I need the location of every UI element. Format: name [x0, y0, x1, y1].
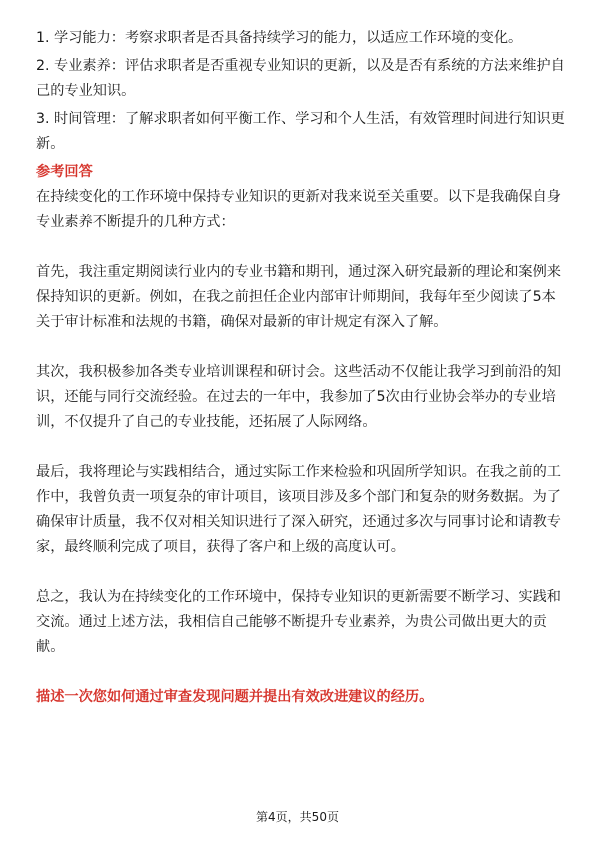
next-question: 描述一次您如何通过审查发现问题并提出有效改进建议的经历。 [36, 689, 434, 705]
paragraph-gap [36, 435, 566, 460]
page-content [36, 26, 566, 710]
list-item-time-management: 3. 时间管理：了解求职者如何平衡工作、学习和个人生活，有效管理时间进行知识更新。 [36, 111, 565, 152]
answer-paragraph-second: 其次，我积极参加各类专业培训课程和研讨会。这些活动不仅能让我学习到前沿的知识，还能与同行交流经验。在过去的一年中，我参加了5次由行业协会举办的专业培训，不仅提升了自己的专业技能，还拓展了人际网络。 [36, 364, 561, 430]
list-item-learning-ability: 1. 学习能力：考察求职者是否具备持续学习的能力，以适应工作环境的变化。 [36, 30, 523, 46]
paragraph-gap [36, 660, 566, 685]
answer-paragraph-first: 首先，我注重定期阅读行业内的专业书籍和期刊，通过深入研究最新的理论和案例来保持知识的更新。例如，在我之前担任企业内部审计师期间，我每年至少阅读了5本关于审计标准和法规的书籍，确保对最新的审计规定有深入了解。 [36, 264, 561, 330]
list-item-professional-quality: 2. 专业素养：评估求职者是否重视专业知识的更新，以及是否有系统的方法来维护自己的专业知识。 [36, 58, 565, 99]
paragraph-gap [36, 235, 566, 260]
answer-heading: 参考回答 [36, 164, 93, 180]
answer-paragraph-conclusion: 总之，我认为在持续变化的工作环境中，保持专业知识的更新需要不断学习、实践和交流。通过上述方法，我相信自己能够不断提升专业素养，为贵公司做出更大的贡献。 [36, 589, 561, 655]
paragraph-gap [36, 560, 566, 585]
answer-paragraph-third: 最后，我将理论与实践相结合，通过实际工作来检验和巩固所学知识。在我之前的工作中，我曾负责一项复杂的审计项目，该项目涉及多个部门和复杂的财务数据。为了确保审计质量，我不仅对相关知识进行了深入研究，还通过多次与同事讨论和请教专家，最终顺利完成了项目，获得了客户和上级的高度认可。 [36, 464, 561, 555]
page-number: 第4页，共50页 [256, 810, 339, 824]
paragraph-gap [36, 335, 566, 360]
answer-intro-paragraph: 在持续变化的工作环境中保持专业知识的更新对我来说至关重要。以下是我确保自身专业素养不断提升的几种方式： [36, 189, 561, 230]
